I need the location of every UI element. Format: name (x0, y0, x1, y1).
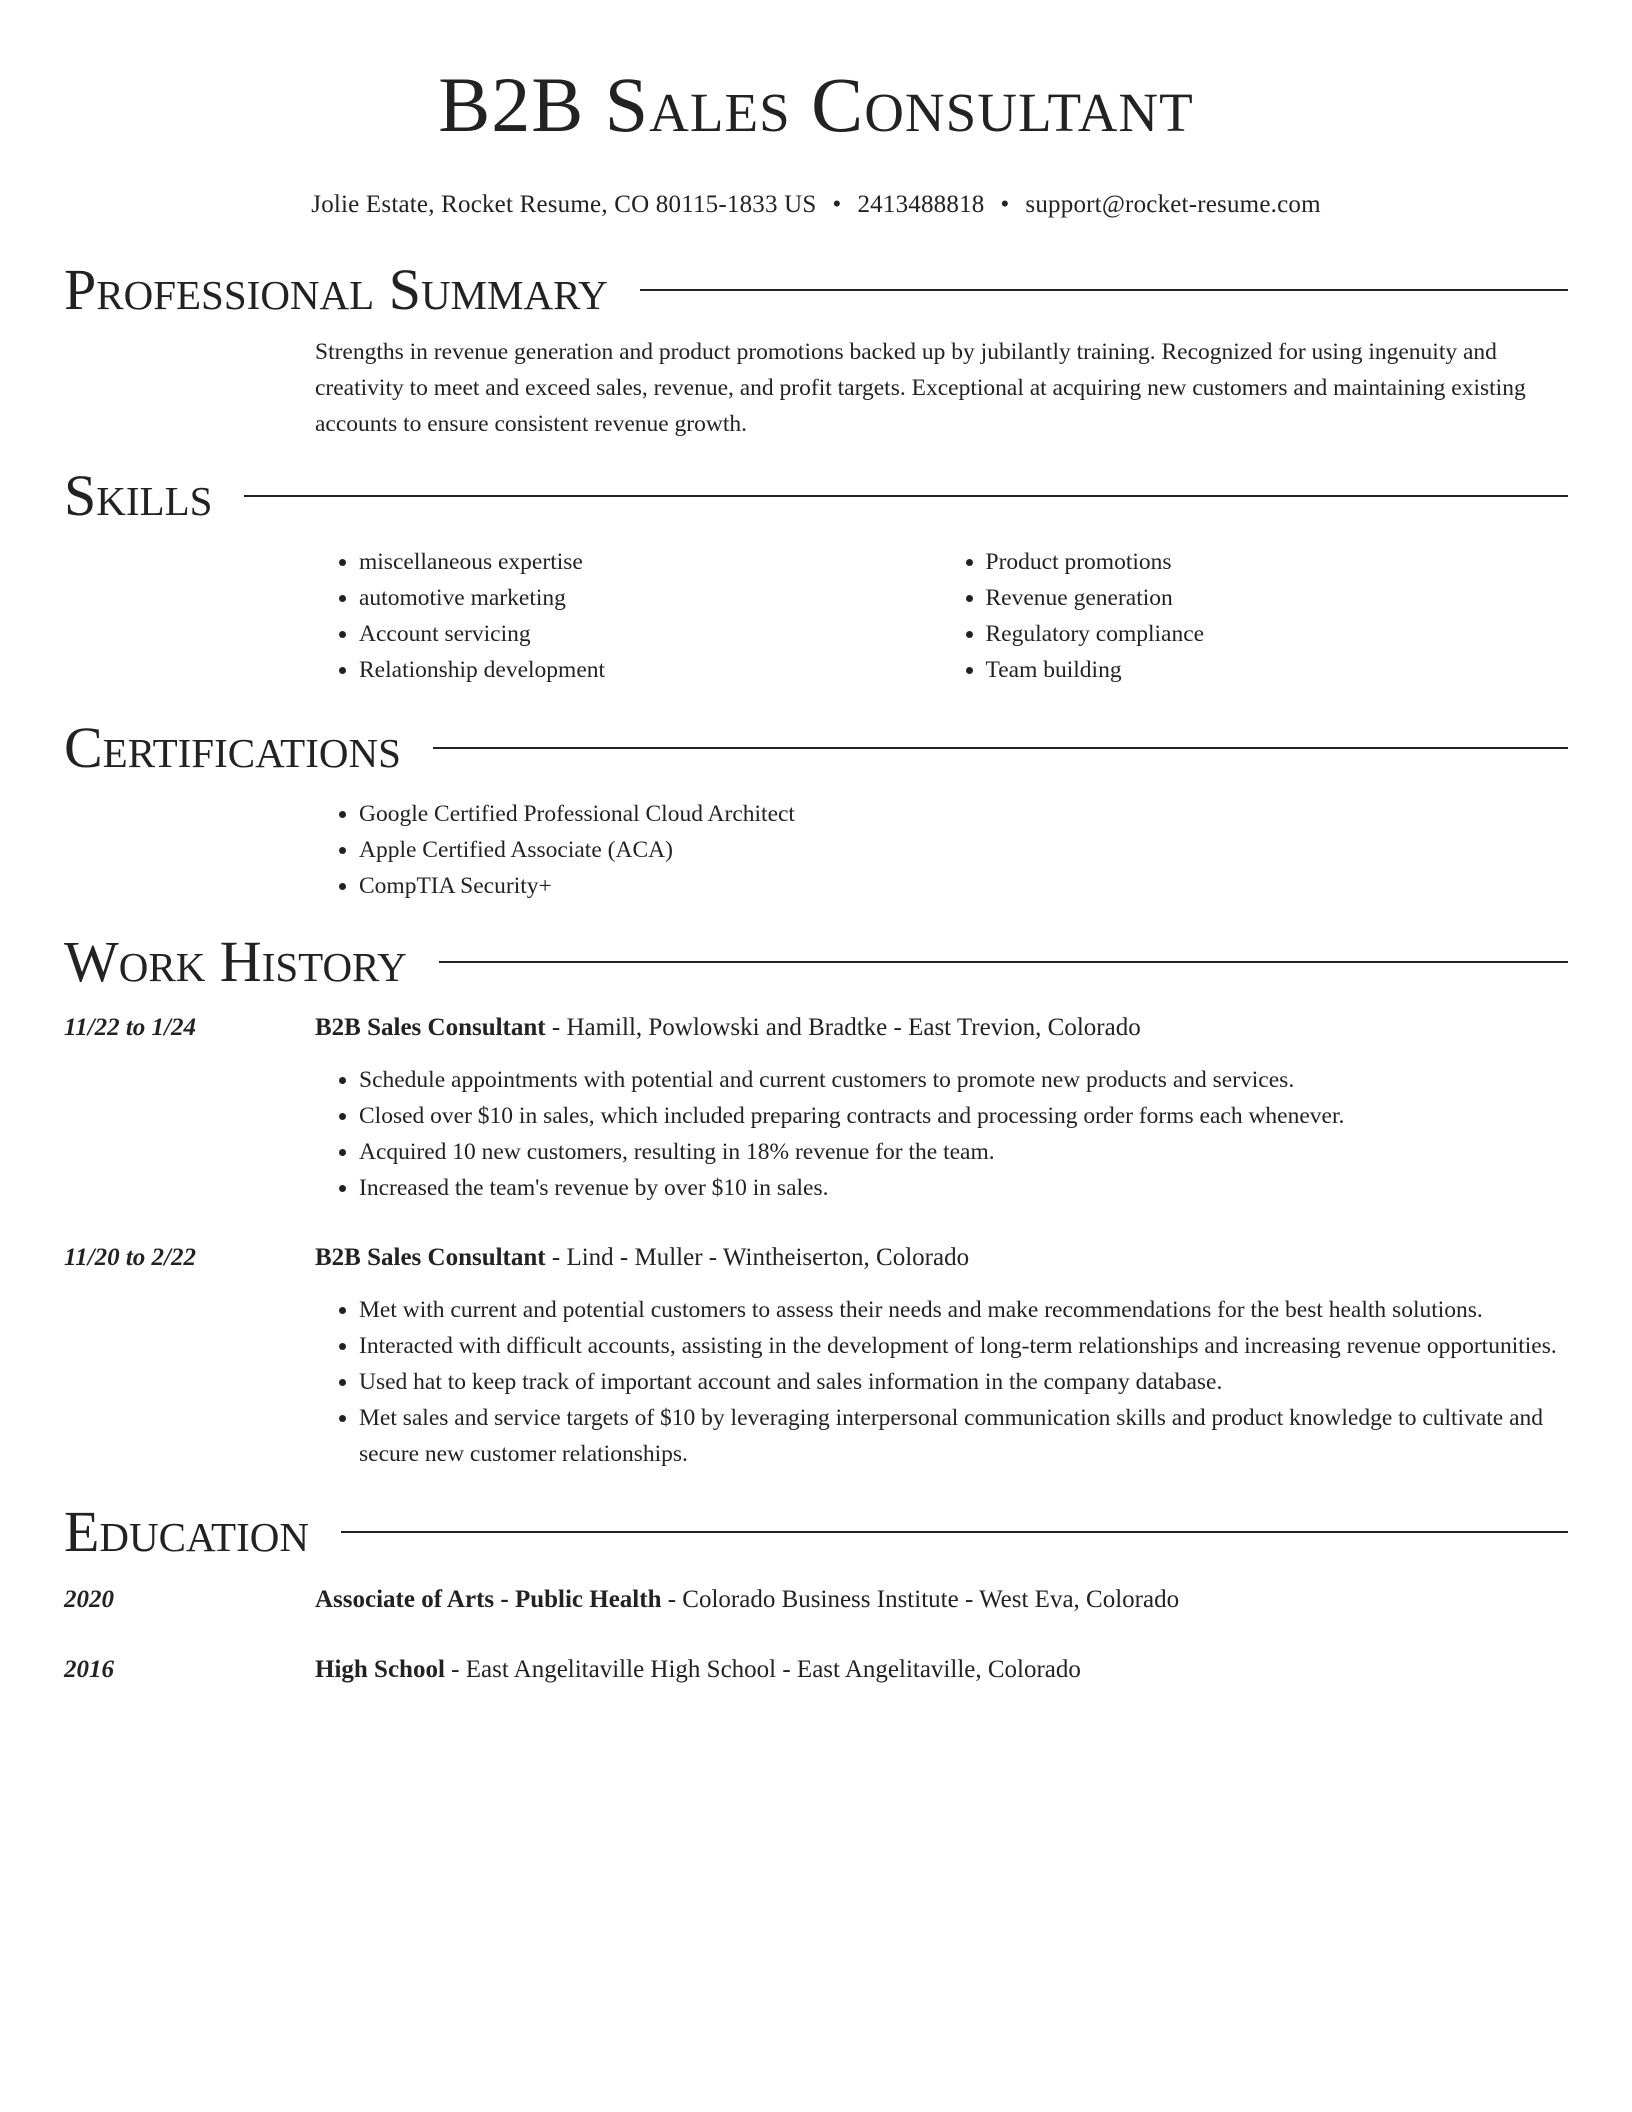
job-dates: 11/22 to 1/24 (64, 1014, 196, 1041)
education-degree: High School (315, 1656, 445, 1683)
job-heading (315, 1010, 1141, 1046)
education-degree: Associate of Arts - Public Health (315, 1586, 662, 1613)
job-entry (64, 1240, 1568, 1472)
section-divider (640, 289, 1568, 291)
address: Jolie Estate, Rocket Resume, CO 80115-1833 US (311, 191, 817, 218)
resume-page (64, 0, 1568, 1688)
skill-item: • Revenue generation (986, 580, 1569, 616)
job-details: - Lind - Muller - Wintheiserton, Colorado (545, 1244, 970, 1271)
email-link[interactable]: support@rocket-resume.com (1025, 191, 1321, 218)
job-header (64, 1010, 1568, 1046)
job-header (64, 1240, 1568, 1276)
summary-section (64, 258, 1568, 442)
skill-item: • Relationship development (359, 652, 942, 688)
job-bullet: • Met with current and potential customers to assess their needs and make recommendations for the best health solutions. (359, 1292, 1568, 1328)
contact-line (64, 190, 1568, 220)
skill-item: • Team building (986, 652, 1569, 688)
section-header (64, 930, 1568, 994)
skills-column-left (315, 544, 942, 688)
job-bullets (315, 1292, 1568, 1472)
skill-item: • Regulatory compliance (986, 616, 1569, 652)
certification-item: • Google Certified Professional Cloud Architect (359, 796, 1568, 832)
section-title: Certifications (64, 715, 401, 780)
section-divider (433, 747, 1568, 749)
section-header (64, 464, 1568, 528)
job-bullet: • Interacted with difficult accounts, assisting in the development of long-term relationships and increasing revenue opportunities. (359, 1328, 1568, 1364)
job-dates: 11/20 to 2/22 (64, 1244, 196, 1271)
section-title: Skills (64, 463, 213, 528)
certifications-section (64, 716, 1568, 904)
skill-item: • automotive marketing (359, 580, 942, 616)
section-title: Professional Summary (64, 257, 608, 322)
resume-title: B2B Sales Consultant (438, 61, 1194, 148)
job-bullet: • Closed over $10 in sales, which included preparing contracts and processing order forms each whenever. (359, 1098, 1568, 1134)
job-bullet: • Increased the team's revenue by over $10 in sales. (359, 1170, 1568, 1206)
skill-item: • Product promotions (986, 544, 1569, 580)
summary-text: Strengths in revenue generation and product promotions backed up by jubilantly training. Recognized for using ingenuity and creativity to meet and exceed sales, revenue, and profit targets. Exceptional at acquiring new customers and maintaining existing accounts to ensure consistent revenue growth. (315, 339, 1526, 437)
job-heading (315, 1240, 969, 1276)
job-title: B2B Sales Consultant (315, 1244, 546, 1271)
education-year: 2020 (64, 1586, 114, 1613)
section-header (64, 716, 1568, 780)
education-heading (315, 1582, 1179, 1618)
certification-item: • Apple Certified Associate (ACA) (359, 832, 1568, 868)
skills-grid (315, 544, 1568, 688)
education-heading (315, 1652, 1081, 1688)
job-title: B2B Sales Consultant (315, 1014, 546, 1041)
job-bullet: • Met sales and service targets of $10 by leveraging interpersonal communication skills and product knowledge to cultivate and secure new customer relationships. (359, 1400, 1568, 1472)
section-header (64, 258, 1568, 322)
section-header (64, 1500, 1568, 1564)
skills-section (64, 464, 1568, 688)
phone: 2413488818 (857, 191, 985, 218)
certification-item: • CompTIA Security+ (359, 868, 1568, 904)
education-details: - Colorado Business Institute - West Eva, Colorado (661, 1586, 1180, 1613)
job-bullet: • Used hat to keep track of important account and sales information in the company database. (359, 1364, 1568, 1400)
certifications-list (315, 796, 1568, 904)
education-year: 2016 (64, 1656, 114, 1683)
section-title: Work History (64, 929, 407, 994)
separator-dot: • (1000, 191, 1010, 218)
separator-dot: • (832, 191, 842, 218)
skill-item: • Account servicing (359, 616, 942, 652)
education-entry (64, 1652, 1568, 1688)
job-bullet: • Acquired 10 new customers, resulting in 18% revenue for the team. (359, 1134, 1568, 1170)
skill-item: • miscellaneous expertise (359, 544, 942, 580)
section-divider (439, 961, 1568, 963)
job-bullet: • Schedule appointments with potential and current customers to promote new products and services. (359, 1062, 1568, 1098)
section-divider (244, 495, 1568, 497)
education-details: - East Angelitaville High School - East Angelitaville, Colorado (444, 1656, 1081, 1683)
job-details: - Hamill, Powlowski and Bradtke - East Trevion, Colorado (545, 1014, 1141, 1041)
section-title: Education (64, 1499, 309, 1564)
section-divider (341, 1531, 1568, 1533)
work-history-section (64, 930, 1568, 1472)
education-section (64, 1500, 1568, 1688)
education-entry (64, 1582, 1568, 1618)
job-bullets (315, 1062, 1568, 1206)
job-entry (64, 1010, 1568, 1206)
skills-column-right (942, 544, 1569, 688)
